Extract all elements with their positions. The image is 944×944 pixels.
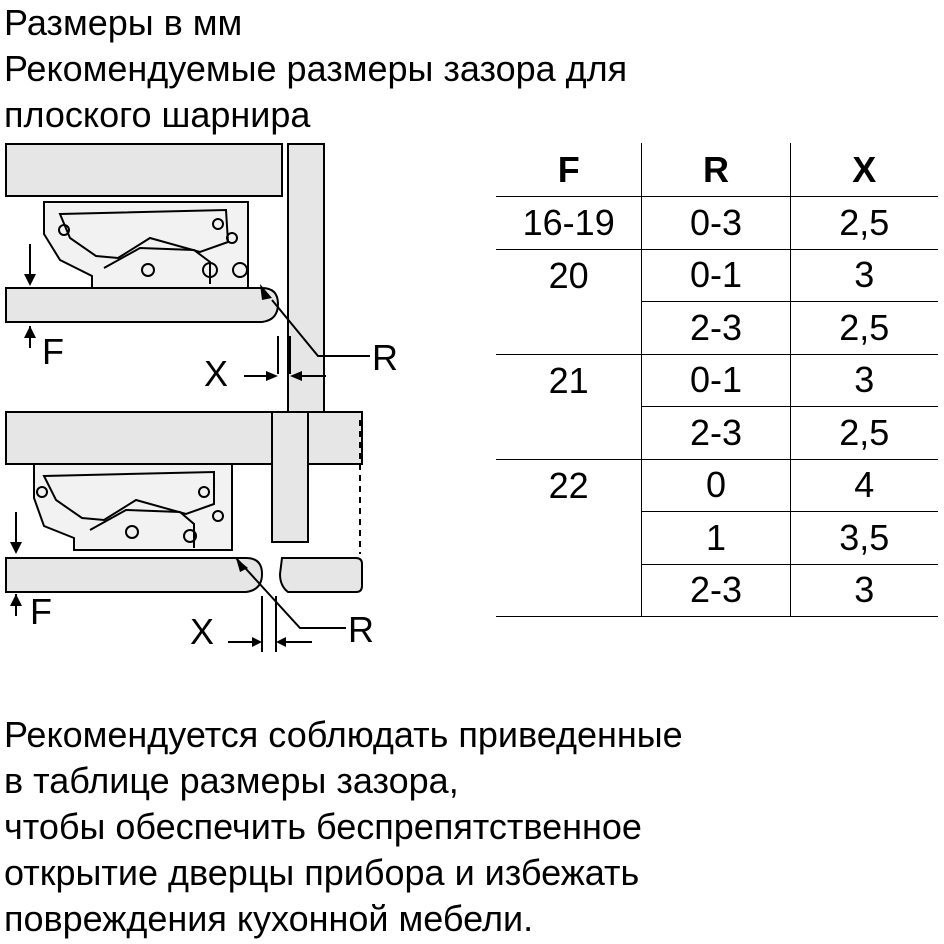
cell-f: [496, 407, 642, 460]
label-f-bottom: F: [30, 591, 52, 632]
door-panel-2: [6, 558, 262, 592]
cell-x: 2,5: [790, 407, 938, 460]
side-panel-2-lower: [280, 558, 362, 592]
door-panel-1: [6, 288, 278, 322]
hinge-diagram: [0, 138, 420, 678]
gap-table: [496, 143, 938, 617]
header-f: F: [496, 143, 642, 197]
header-x: X: [790, 143, 938, 197]
cell-x: 2,5: [839, 201, 890, 243]
footer-line-3: чтобы обеспечить беспрепятственное: [4, 806, 642, 847]
cell-r: 0-1: [642, 249, 790, 302]
footer-note: [4, 712, 683, 942]
label-x-bottom: X: [190, 611, 215, 652]
table-row: [496, 459, 938, 512]
table-row: [496, 249, 938, 302]
gap-table-wrap: [496, 143, 938, 617]
heading-line-1: Размеры в мм: [4, 2, 243, 43]
table-row: [496, 407, 938, 460]
cell-f: 16-19: [522, 201, 615, 243]
cell-r: 0-1: [642, 354, 790, 407]
cabinet-top-panel-1: [6, 144, 282, 196]
cell-f: 21: [496, 354, 642, 407]
cell-x: 3: [790, 354, 938, 407]
cell-r: 2-3: [642, 407, 790, 460]
cell-x: 3,5: [790, 512, 938, 565]
heading: [4, 0, 627, 138]
footer-line-5: повреждения кухонной мебели.: [4, 898, 534, 939]
cell-r: 0: [642, 459, 790, 512]
table-row: [496, 564, 938, 617]
cell-r: 0-3: [642, 197, 790, 250]
cell-x: 3: [790, 249, 938, 302]
footer-line-2: в таблице размеры зазора,: [4, 760, 459, 801]
cell-x: 3: [790, 564, 938, 617]
table-row: [496, 354, 938, 407]
label-f-top: F: [42, 331, 64, 372]
footer-line-1: Рекомендуется соблюдать приведенные: [4, 714, 683, 755]
cell-r: 2-3: [642, 302, 790, 355]
heading-line-2: Рекомендуемые размеры зазора для: [4, 48, 628, 89]
cell-f: [496, 512, 642, 565]
table-row: [496, 512, 938, 565]
cell-r: 1: [642, 512, 790, 565]
cell-f: [496, 302, 642, 355]
cell-r: 2-3: [642, 564, 790, 617]
header-r: R: [642, 143, 790, 197]
heading-line-3: плоского шарнира: [4, 94, 311, 135]
cell-x: 4: [790, 459, 938, 512]
cell-f: 22: [496, 459, 642, 512]
footer-line-4: открытие дверцы прибора и избежать: [4, 852, 640, 893]
cell-f: 20: [496, 249, 642, 302]
side-panel-2: [272, 412, 308, 542]
label-r-bottom: R: [348, 609, 374, 650]
cell-f: [496, 564, 642, 617]
table-row: [496, 197, 938, 250]
table-row: [496, 302, 938, 355]
cell-x: 2,5: [790, 302, 938, 355]
label-r-top: R: [372, 337, 398, 378]
label-x-top: X: [204, 353, 229, 394]
